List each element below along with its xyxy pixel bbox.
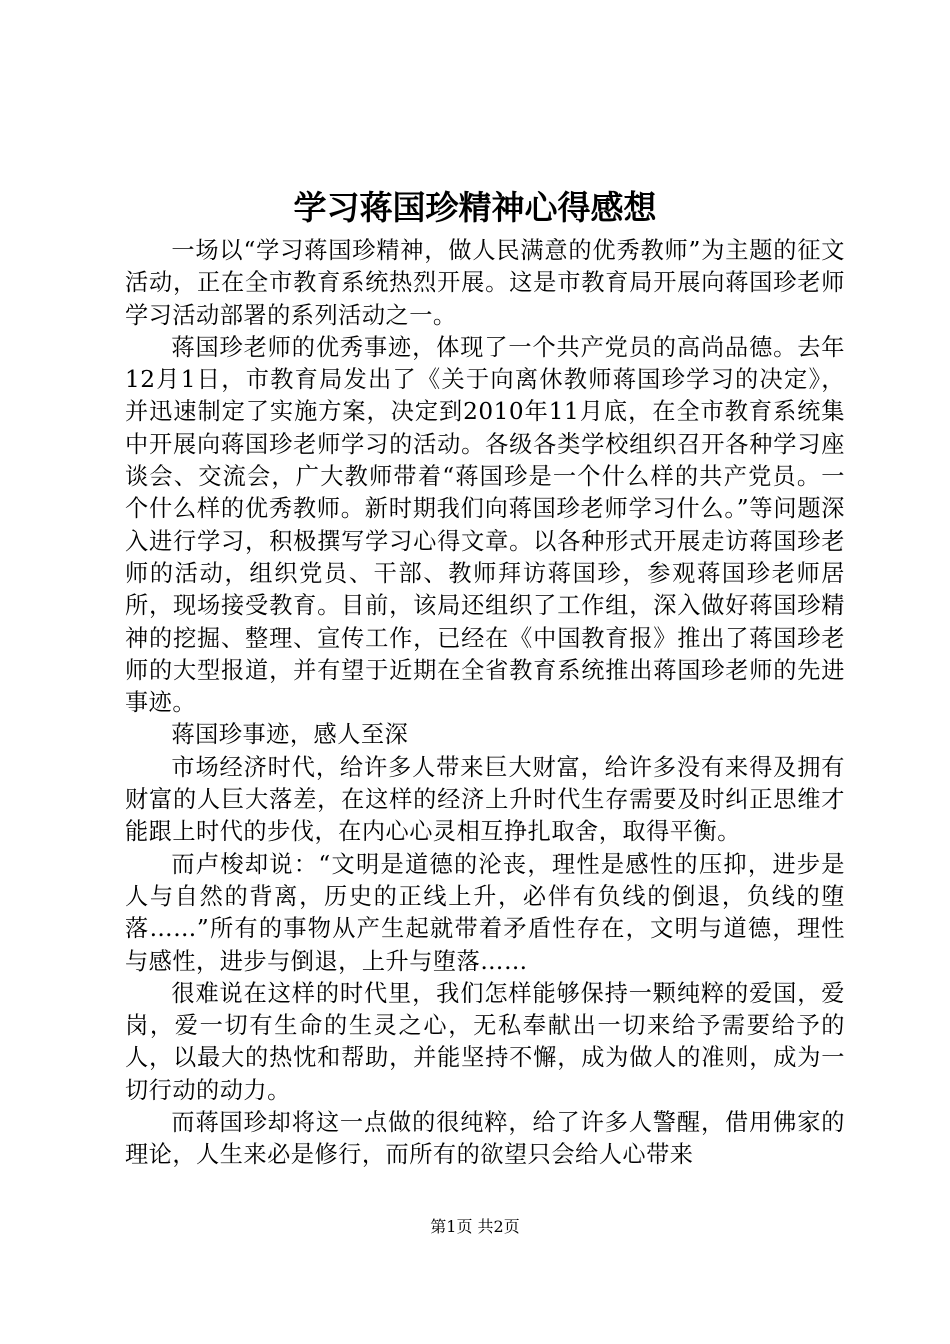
- paragraph: 蒋国珍老师的优秀事迹，体现了一个共产党员的高尚品德。去年12月1日，市教育局发出了《关于向离休教师蒋国珍学习的决定》，并迅速制定了实施方案，决定到2010年11月底，在全市教育系统集中开展向蒋国珍老师学习的活动。各级各类学校组织召开各种学习座谈会、交流会，广大教师带着“蒋国珍是一个什么样的共产党员。一个什么样的优秀教师。新时期我们向蒋国珍老师学习什么。”等问题深入进行学习，积极撰写学习心得文章。以各种形式开展走访蒋国珍老师的活动，组织党员、干部、教师拜访蒋国珍，参观蒋国珍老师居所，现场接受教育。目前，该局还组织了工作组，深入做好蒋国珍精神的挖掘、整理、宣传工作，已经在《中国教育报》推出了蒋国珍老师的大型报道，并有望于近期在全省教育系统推出蒋国珍老师的先进事迹。: [125, 333, 845, 717]
- section-heading: 蒋国珍事迹，感人至深: [171, 721, 409, 749]
- document-title: 学习蒋国珍精神心得感想: [293, 188, 657, 227]
- page-footer: 第1页 共2页: [430, 1217, 520, 1236]
- paragraph: 而卢梭却说：“文明是道德的沦丧，理性是感性的压抑，进步是人与自然的背离，历史的正线上升，必伴有负线的倒退，负线的堕落……”所有的事物从产生起就带着矛盾性存在，文明与道德，理性与感性，进步与倒退，上升与堕落……: [125, 850, 845, 975]
- document-body: [125, 235, 845, 1172]
- paragraph: 很难说在这样的时代里，我们怎样能够保持一颗纯粹的爱国，爱岗，爱一切有生命的生灵之心，无私奉献出一切来给予需要给予的人，以最大的热忱和帮助，并能坚持不懈，成为做人的准则，成为一切行动的动力。: [125, 979, 845, 1104]
- paragraph: 而蒋国珍却将这一点做的很纯粹，给了许多人警醒，借用佛家的理论，人生来必是修行，而所有的欲望只会给人心带来: [125, 1109, 845, 1169]
- paragraph: 市场经济时代，给许多人带来巨大财富，给许多没有来得及拥有财富的人巨大落差，在这样的经济上升时代生存需要及时纠正思维才能跟上时代的步伐，在内心心灵相互挣扎取舍，取得平衡。: [125, 753, 845, 846]
- paragraph: 一场以“学习蒋国珍精神，做人民满意的优秀教师”为主题的征文活动，正在全市教育系统热烈开展。这是市教育局开展向蒋国珍老师学习活动部署的系列活动之一。: [125, 237, 845, 329]
